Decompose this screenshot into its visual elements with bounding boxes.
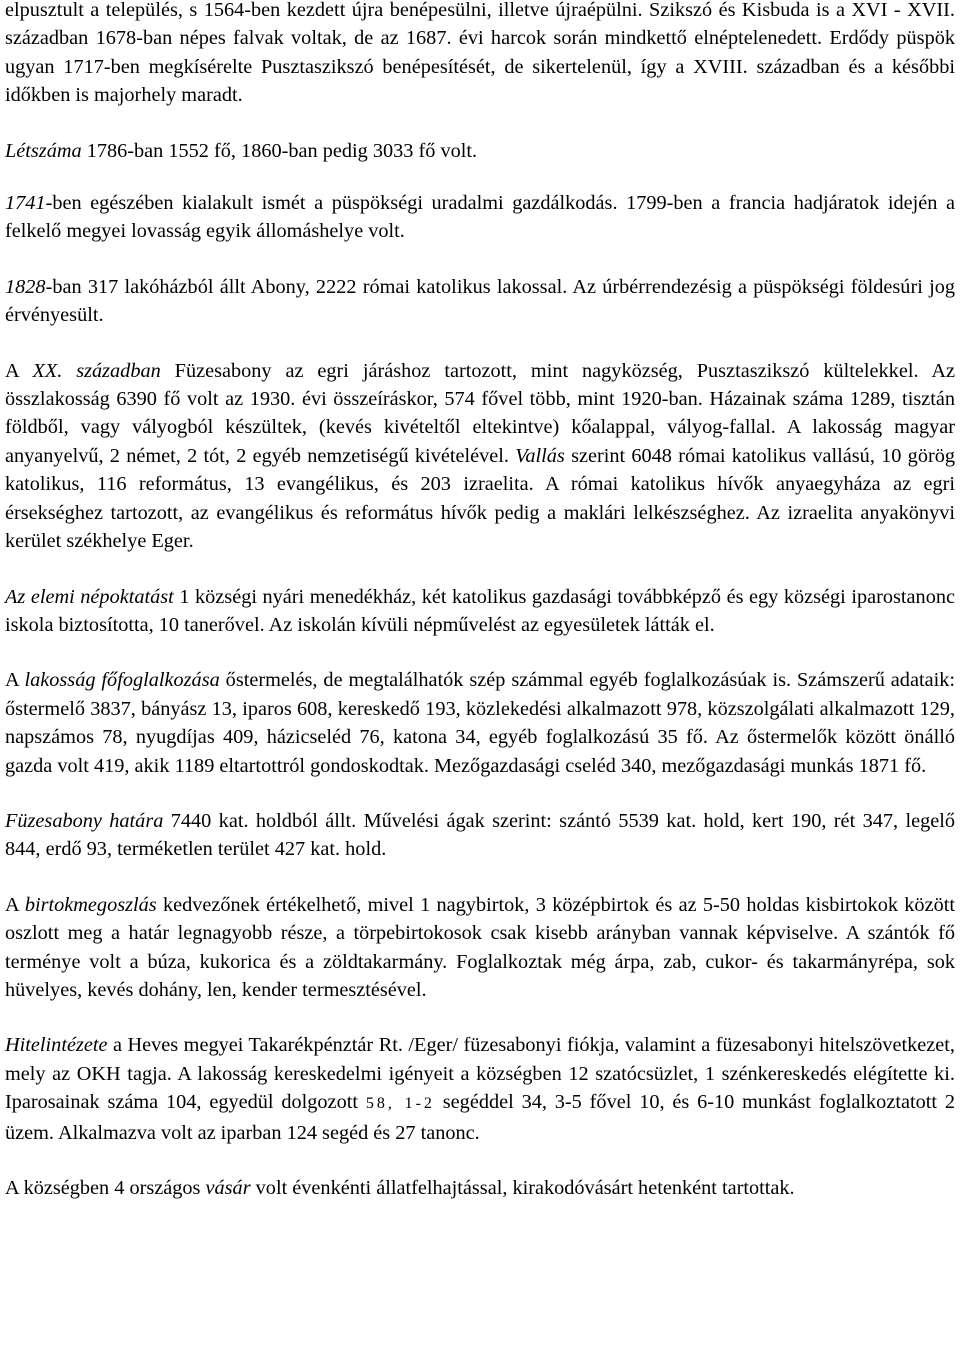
paragraph-text: a Heves megyei Takarékpénztár Rt. /Eger/ füzesabonyi fiókja, valamint a füzesabonyi hitelszövetkezet, mely az OKH tagja. A lakosság kereskedelmi igényeit a községben 12 szatócsüzlet, 1 szénkereskedés elégítette ki. Iparosainak száma 104, egyedül dolgozott	[5, 1034, 955, 1114]
paragraph-text: volt évenkénti állatfelhajtással, kirakodóvásárt hetenként tartottak.	[250, 1177, 795, 1199]
paragraph-text: kedvezőnek értékelhető, mivel 1 nagybirtok, 3 középbirtok és az 5-50 holdas kisbirtokok között oszlott meg a határ legnagyobb része, a törpebirtokosok csak kisebb arányban vannak képviselve. A szántók fő terménye volt a búza, kukorica és a zöldtakarmány. Foglalkoztak még árpa, zab, cukor- és takarmányrépa, sok hüvelyes, kevés dohány, len, kender termesztésével.	[5, 893, 955, 1001]
paragraph-lead: A	[5, 359, 33, 382]
paragraph-text: 1 községi nyári menedékház, két katolikus gazdasági továbbképző és egy községi iparostanonc iskola biztosította, 10 tanerővel. Az iskolán kívüli népművelést az egyesületek látták el.	[5, 585, 955, 636]
spaced-numbers: 58, 1-2	[365, 1095, 435, 1113]
paragraph-lead: A	[5, 669, 25, 692]
paragraph-1828	[5, 273, 955, 330]
italic-term: XX. században	[32, 359, 161, 382]
italic-term: Vallás	[515, 444, 565, 467]
paragraph-lead: A	[5, 893, 25, 916]
paragraph-fairs	[5, 1174, 955, 1202]
paragraph-text: -ban 317 lakóházból állt Abony, 2222 római katolikus lakossal. Az úrbérrendezésig a püspökségi földesúri jog érvényesült.	[5, 275, 955, 327]
paragraph-1741	[5, 189, 955, 246]
italic-term: Hitelintézete	[5, 1034, 108, 1057]
paragraph-lead: A községben 4 országos	[5, 1177, 206, 1199]
paragraph-credit-commerce	[5, 1031, 955, 1147]
italic-term: vásár	[205, 1177, 251, 1199]
paragraph-occupation	[5, 666, 955, 780]
paragraph-text: szerint 6048 római katolikus vallású, 10 görög katolikus, 116 református, 13 evangélikus, és 203 izraelita. A római katolikus hívők anyaegyháza az egri érsekséghez tartozott, az evangélikus és református hívők pedig a maklári lelkészséghez. Az izraelita anyakönyvi kerület székhelye Eger.	[5, 444, 956, 553]
paragraph-history-settlement	[5, 0, 955, 110]
paragraph-land-area	[5, 807, 955, 864]
italic-term: birtokmegoszlás	[24, 893, 157, 916]
paragraph-text: -ben egészében kialakult ismét a püspökségi uradalmi gazdálkodás. 1799-ben a francia hadjáratok idején a felkelő megyei lovasság egyik állomáshelye volt.	[5, 192, 955, 243]
paragraph-text: őstermelés, de megtalálhatók szép számmal egyéb foglalkozásúak is. Számszerű adataik: őstermelő 3837, bányász 13, iparos 608, kereskedő 193, közlekedési alkalmazott 978, közszolgálati alkalmazott 129, napszámos 78, nyugdíjas 409, házicseléd 76, katona 34, egyéb foglalkozású 35 fő. Az őstermelők között önálló gazda volt 419, akik 1189 eltartottról gondoskodtak. Mezőgazdasági cseléd 340, mezőgazdasági munkás 1871 fő.	[5, 669, 955, 777]
italic-term: Füzesabony határa	[5, 809, 164, 832]
italic-term: Létszáma	[5, 139, 82, 162]
paragraph-text: segéddel 34, 3-5 fővel 10, és 6-10 munkást foglalkoztatott 2 üzem. Alkalmazva volt az iparban 124 segéd és 27 tanonc.	[5, 1091, 955, 1144]
paragraph-text: 7440 kat. holdból állt. Művelési ágak szerint: szántó 5539 kat. hold, kert 190, rét 347, legelő 844, erdő 93, terméketlen terület 427 kat. hold.	[5, 809, 955, 861]
italic-term: 1828	[5, 275, 46, 298]
paragraph-text: Füzesabony az egri járáshoz tartozott, mint nagyközség, Pusztaszikszó kültelekkel. Az összlakosság 6390 fő volt az 1930. évi összeíráskor, 574 fővel több, mint 1920-ban. Házainak száma 1289, tisztán földből, vagy vályogból készültek, (kevés kivételtől eltekintve) kőalappal, vályog-fallal. A lakosság magyar anyanyelvű, 2 német, 2 tót, 2 egyéb nemzetiségű kivételével.	[5, 359, 955, 467]
paragraph-text: 1786-ban 1552 fő, 1860-ban pedig 3033 fő volt.	[81, 139, 478, 162]
document-page	[5, 0, 955, 1229]
italic-term: lakosság főfoglalkozása	[24, 669, 220, 692]
paragraph-land-distribution	[5, 891, 955, 1005]
paragraph-education	[5, 583, 955, 640]
paragraph-population	[5, 137, 955, 165]
paragraph-20th-century	[5, 357, 955, 556]
italic-term: Az elemi népoktatást	[5, 585, 174, 608]
paragraph-text: elpusztult a település, s 1564-ben kezdett újra benépesülni, illetve újraépülni. Szikszó és Kisbuda is a XVI - XVII. században 1678-ban népes falvak voltak, de az 1687. évi harcok során mindkettő elnéptelenedett. Erdődy püspök ugyan 1717-ben megkísérelte Pusztaszikszó benépesítését, de sikertelenül, így a XVIII. században és a későbbi időkben is majorhely maradt.	[5, 0, 955, 107]
italic-term: 1741	[5, 192, 46, 215]
